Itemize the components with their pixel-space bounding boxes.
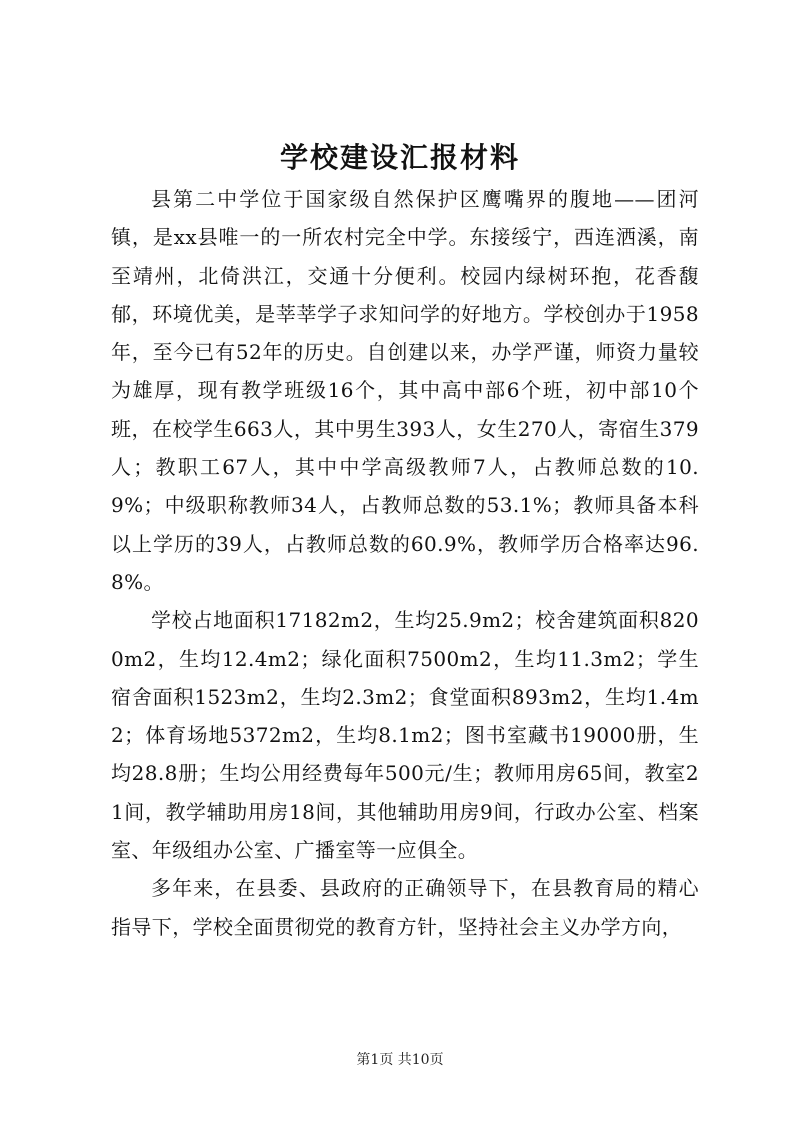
document-title: 学校建设汇报材料: [279, 141, 520, 174]
paragraph-facilities: 学校占地面积17182m2，生均25.9m2；校舍建筑面积8200m2，生均12.4m2；绿化面积7500m2，生均11.3m2；学生宿舍面积1523m2，生均2.3m2；食堂面积893m2，生均1.4m2；体育场地5372m2，生均8.1m2；图书室藏书19000册，生均28.8册；生均公用经费每年500元/生；教师用房65间，教室21间，教学辅助用房18间，其他辅助用房9间，行政办公室、档案室、年级组办公室、广播室等一应俱全。: [111, 608, 699, 863]
paragraph-leadership: 多年来，在县委、县政府的正确领导下，在县教育局的精心指导下，学校全面贯彻党的教育方针，坚持社会主义办学方向，: [111, 876, 699, 939]
page-number-footer: 第1页 共10页: [356, 1052, 444, 1068]
document-body: [111, 180, 699, 946]
paragraph-school-overview: 县第二中学位于国家级自然保护区鹰嘴界的腹地——团河镇，是xx县唯一的一所农村完全中学。东接绥宁，西连洒溪，南至靖州，北倚洪江，交通十分便利。校园内绿树环抱，花香馥郁，环境优美，是莘莘学子求知问学的好地方。学校创办于1958年，至今已有52年的历史。自创建以来，办学严谨，师资力量较为雄厚，现有教学班级16个，其中高中部6个班，初中部10个班，在校学生663人，其中男生393人，女生270人，寄宿生379人；教职工67人，其中中学高级教师7人，占教师总数的10.9%；中级职称教师34人，占教师总数的53.1%；教师具备本科以上学历的39人，占教师总数的60.9%，教师学历合格率达96.8%。: [111, 187, 699, 594]
